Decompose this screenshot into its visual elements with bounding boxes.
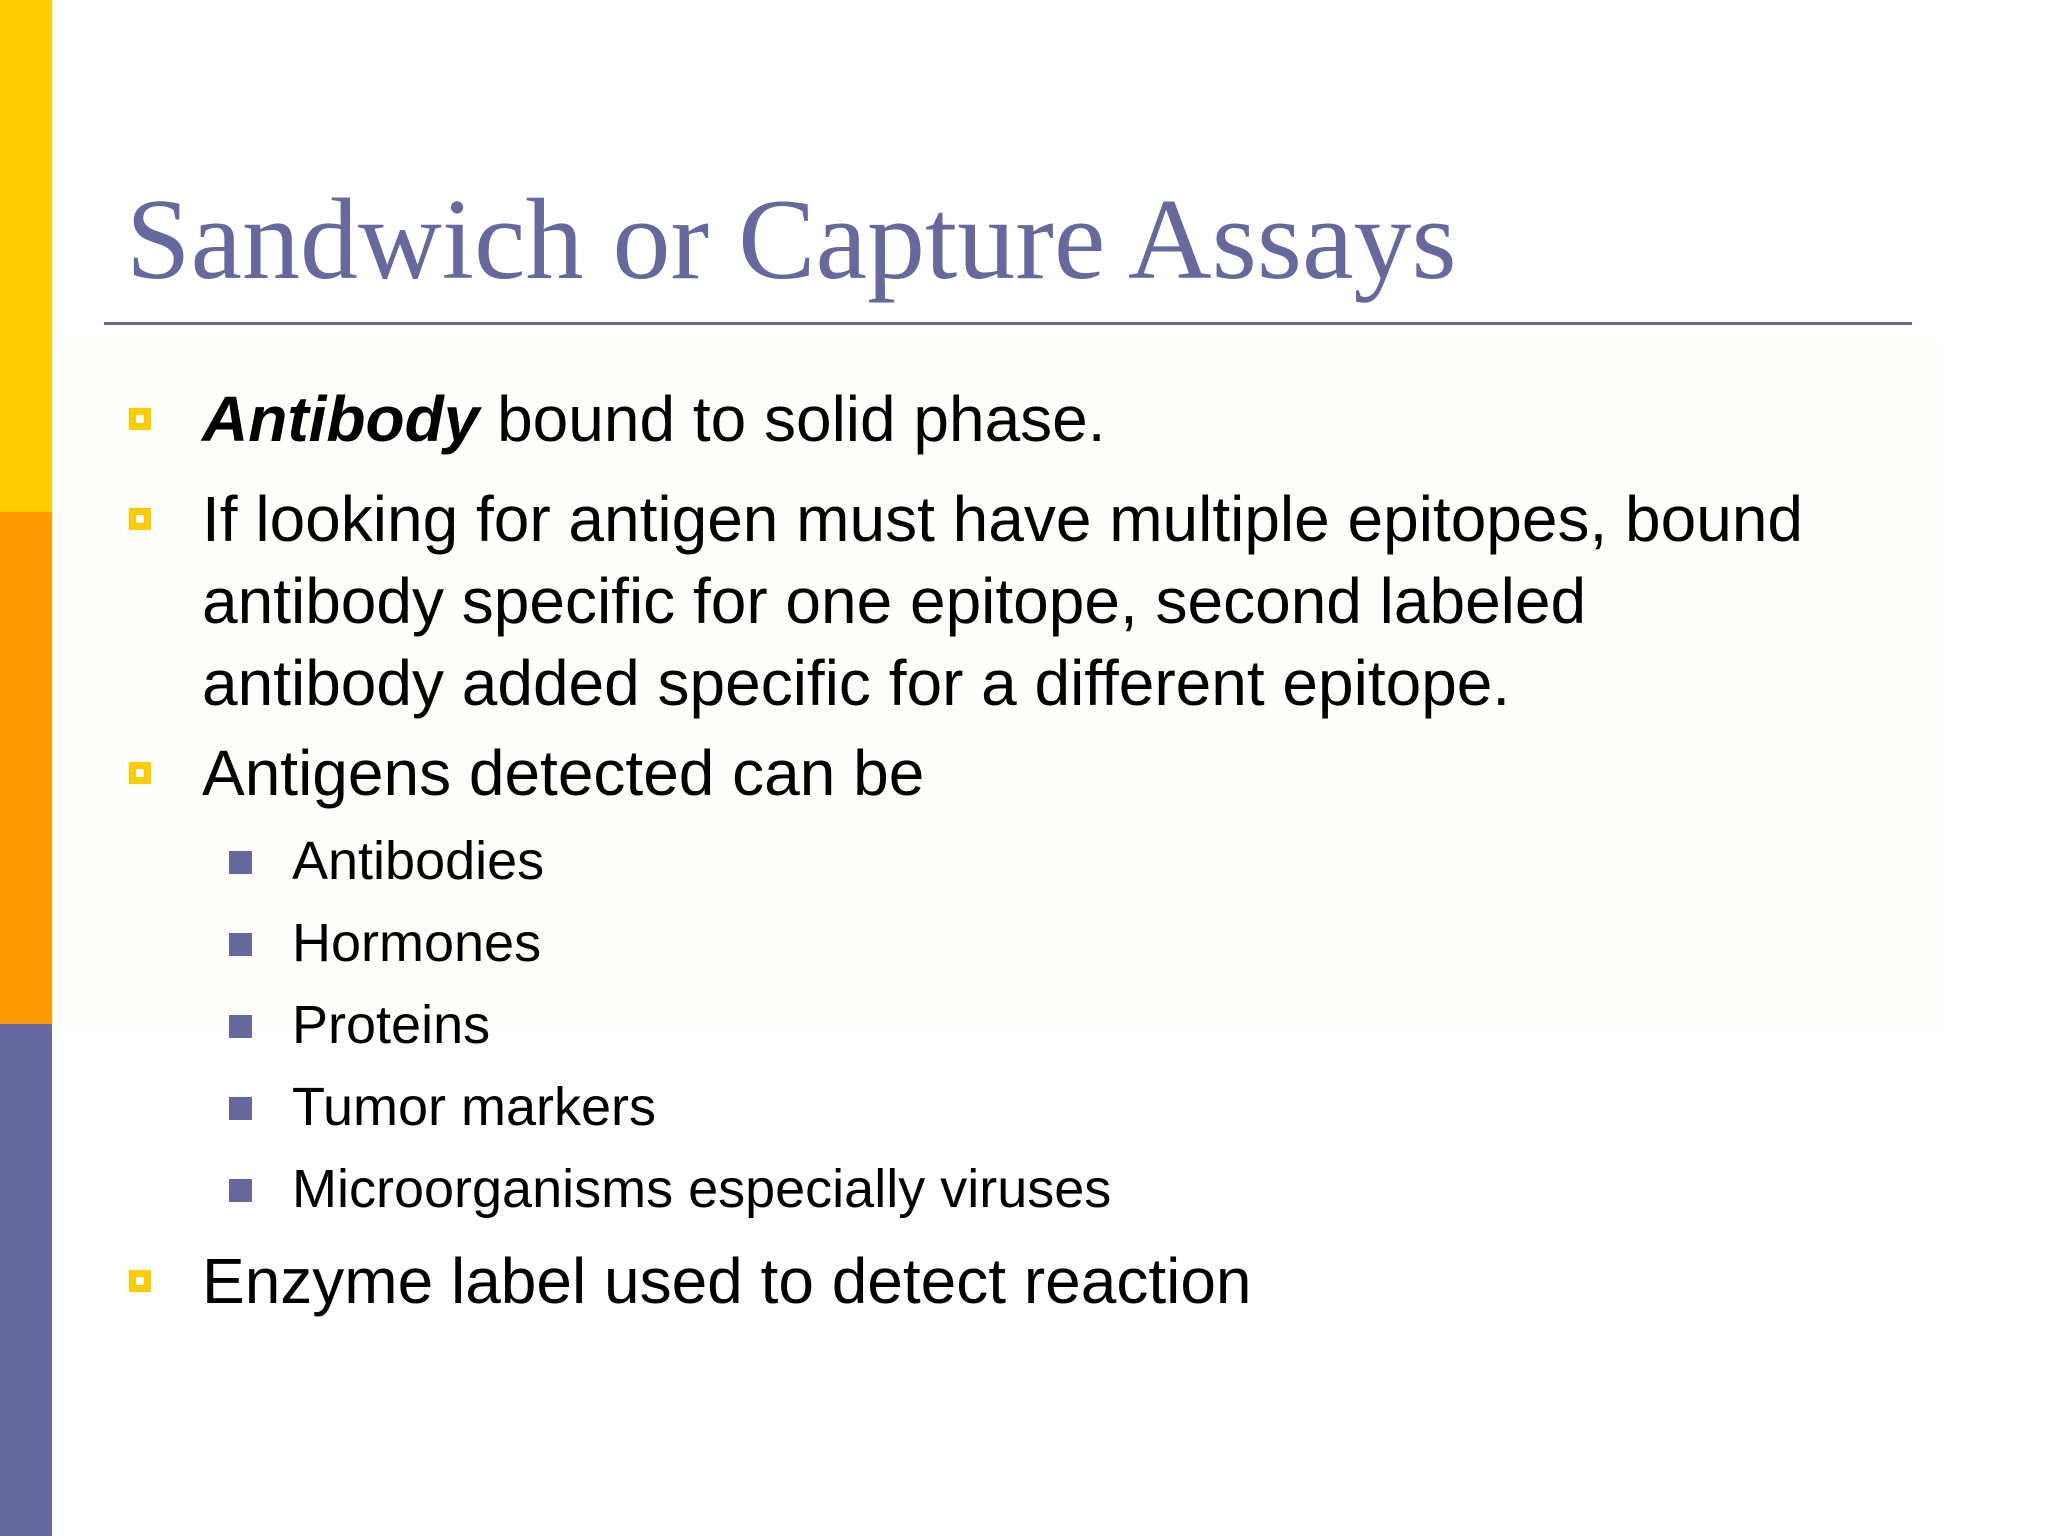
bullet-text-line-2: antibody specific for one epitope, second labeled (202, 565, 1587, 637)
square-bullet-icon (129, 508, 151, 530)
sub-bullet-tumor-markers (292, 1071, 656, 1143)
emphasis-text: Antibody (202, 383, 480, 455)
filled-square-bullet-icon (229, 1097, 252, 1120)
sub-bullet-proteins (292, 989, 490, 1061)
bullet-antigens-detected (202, 732, 924, 814)
bullet-text: bound to solid phase. (479, 383, 1106, 455)
bullet-text-line-1: If looking for antigen must have multiple epitopes, bound (202, 483, 1803, 555)
sub-bullet-antibodies (292, 825, 544, 897)
bullet-text: Antigens detected can be (202, 737, 925, 809)
bullet-text: Enzyme label used to detect reaction (202, 1245, 1252, 1317)
filled-square-bullet-icon (229, 933, 252, 956)
sub-bullet-microorganisms (292, 1153, 1111, 1225)
slide-title: Sandwich or Capture Assays (126, 176, 1457, 304)
sub-bullet-hormones (292, 907, 541, 979)
bullet-enzyme-label (202, 1240, 1252, 1322)
bullet-antibody-bound (202, 378, 1106, 460)
accent-bar-orange-segment (0, 512, 52, 1024)
sub-bullet-text: Microorganisms especially viruses (292, 1159, 1112, 1219)
sub-bullet-text: Tumor markers (292, 1077, 657, 1137)
accent-bar-yellow-segment (0, 0, 52, 512)
accent-bar-purple-segment (0, 1024, 52, 1536)
bullet-text-line-3: antibody added specific for a different epitope. (202, 647, 1511, 719)
sub-bullet-text: Antibodies (292, 831, 545, 891)
sub-bullet-text: Proteins (292, 995, 491, 1055)
sub-bullet-text: Hormones (292, 913, 542, 973)
square-bullet-icon (129, 408, 151, 430)
square-bullet-icon (129, 1270, 151, 1292)
filled-square-bullet-icon (229, 851, 252, 874)
title-underline (104, 322, 1912, 325)
filled-square-bullet-icon (229, 1015, 252, 1038)
filled-square-bullet-icon (229, 1179, 252, 1202)
bullet-multiple-epitopes (202, 478, 1803, 724)
square-bullet-icon (129, 762, 151, 784)
left-accent-bar (0, 0, 52, 1536)
